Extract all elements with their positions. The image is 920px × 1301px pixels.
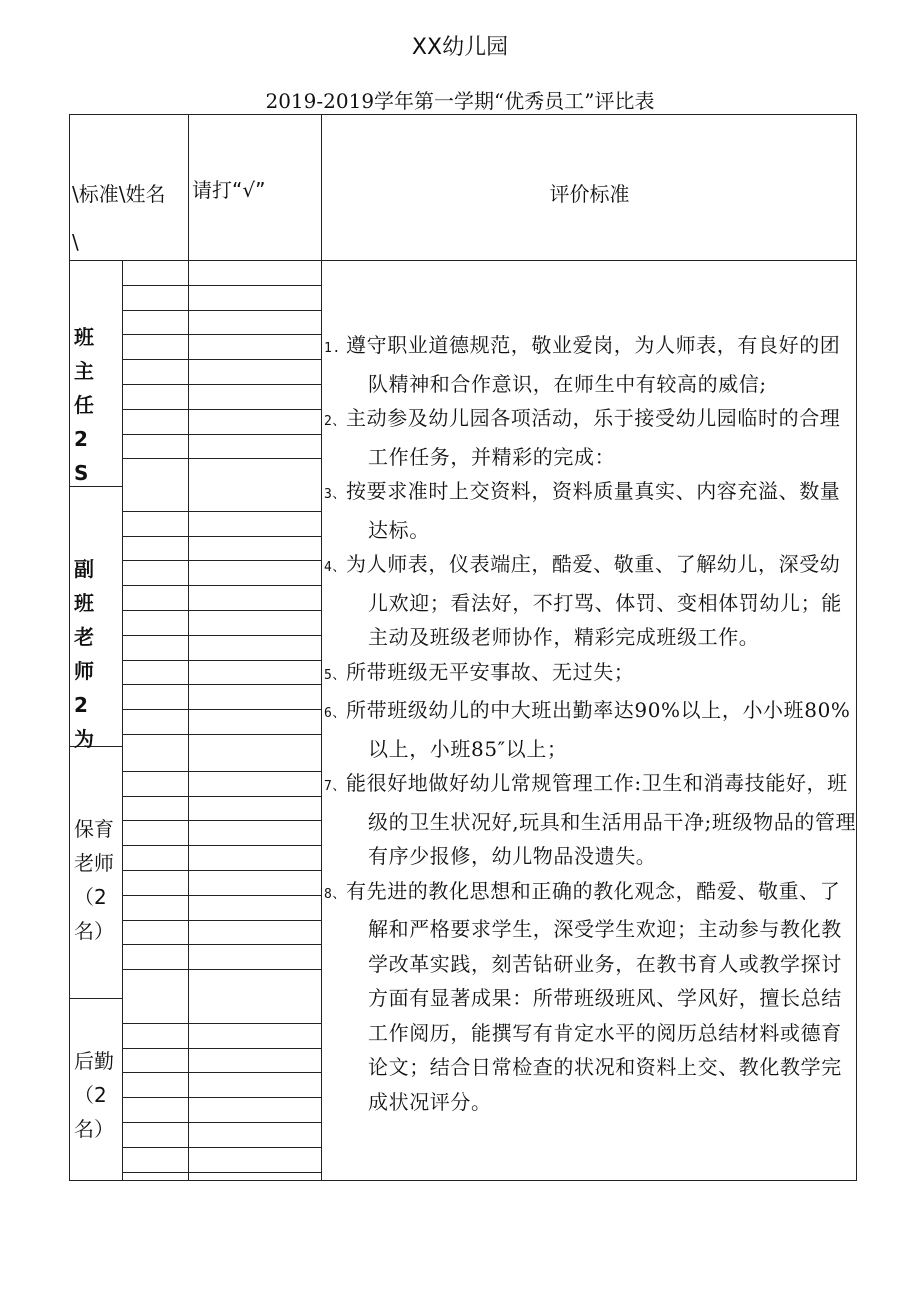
table-row-line (122, 684, 321, 685)
criterion-8: 8、有先进的教化思想和正确的教化观念，酷爱、敬重、了解和严格要求学生，深受学生欢迎；主动参与教化教学改革实践，刻苦钻研业务，在教书育人或教学探讨方面有显著成果：所带班级班风、学风好，擅长总结工作阅历，能撰写有肯定水平的阅历总结材料或德育论文；结合日常检查的状况和资料上交、教化教学完成状况评分。 (324, 878, 842, 1114)
table-row-line (122, 409, 321, 410)
criterion-6: 6、所带班级幼儿的中大班出勤率达90%以上，小小班80%以上，小班85″以上； (324, 698, 851, 761)
table-row-line (122, 1048, 321, 1049)
table-row-line (122, 310, 321, 311)
table-row-line (122, 845, 321, 846)
kindergarten-title: XX幼儿园 (411, 35, 509, 60)
table-row-line (122, 1097, 321, 1098)
table-divider (188, 114, 189, 1181)
table-row-line (122, 895, 321, 896)
criterion-2: 2、主动参及幼儿园各项活动，乐于接受幼儿园临时的合理工作任务，并精彩的完成： (324, 406, 841, 469)
header-standard-name: \标准\姓名 (72, 182, 166, 206)
category-logistics: 后勤（2名） (74, 1049, 114, 1141)
header-standard-name-cont: \ (72, 230, 79, 254)
table-row-line (122, 709, 321, 710)
criterion-4: 4、为人师表，仪表端庄，酷爱、敬重、了解幼儿，深受幼儿欢迎；看法好，不打骂、体罚、变相体罚幼儿；能主动及班级老师协作，精彩完成班级工作。 (324, 552, 842, 649)
table-row-line (122, 944, 321, 945)
table-row-line (122, 660, 321, 661)
table-row-line (122, 536, 321, 537)
table-row-line (122, 285, 321, 286)
table-row-line (122, 796, 321, 797)
table-row-line (122, 1023, 321, 1024)
category-assistant-teacher: 副班老师2为 (74, 557, 94, 751)
table-row-line (122, 434, 321, 435)
table-divider (321, 114, 322, 1181)
table-row-line (122, 359, 321, 360)
table-row-line (122, 870, 321, 871)
table-row-line (122, 1072, 321, 1073)
category-care-teacher: 保育老师（2名） (74, 817, 114, 943)
table-row-line (122, 511, 321, 512)
table-row-line (122, 969, 321, 970)
header-check-mark: 请打“√” (192, 178, 266, 202)
form-subtitle: 2019-2019学年第一学期“优秀员工”评比表 (265, 89, 655, 113)
criterion-5: 5、所带班级无平安事故、无过失； (324, 659, 635, 684)
table-row-line (122, 610, 321, 611)
table-row-line (122, 1122, 321, 1123)
table-row-line (122, 771, 321, 772)
table-row-line (122, 560, 321, 561)
criterion-7: 7、能很好地做好幼儿常规管理工作:卫生和消毒技能好，班级的卫生状况好,玩具和生活用品干净;班级物品的管理有序少报修，幼儿物品没遗失。 (324, 771, 857, 868)
table-divider (122, 260, 123, 1181)
table-divider (69, 260, 857, 261)
table-row-line (122, 1147, 321, 1148)
table-row-line (122, 1172, 321, 1173)
table-row-line (122, 635, 321, 636)
table-row-line (122, 920, 321, 921)
table-row-line (122, 334, 321, 335)
category-head-teacher: 班主任2S (74, 325, 94, 485)
criteria-list (324, 328, 858, 1119)
table-row-line (122, 820, 321, 821)
table-row-line (122, 384, 321, 385)
table-row-line (122, 458, 321, 459)
header-criteria: 评价标准 (549, 182, 630, 206)
criterion-1: 1. 遵守职业道德规范，敬业爱岗，为人师表，有良好的团队精神和合作意识，在师生中有较高的威信; (324, 333, 841, 396)
table-row-line (122, 585, 321, 586)
table-row-line (122, 734, 321, 735)
criterion-3: 3、按要求准时上交资料，资料质量真实、内容充溢、数量达标。 (324, 479, 841, 542)
table-divider (69, 998, 122, 999)
